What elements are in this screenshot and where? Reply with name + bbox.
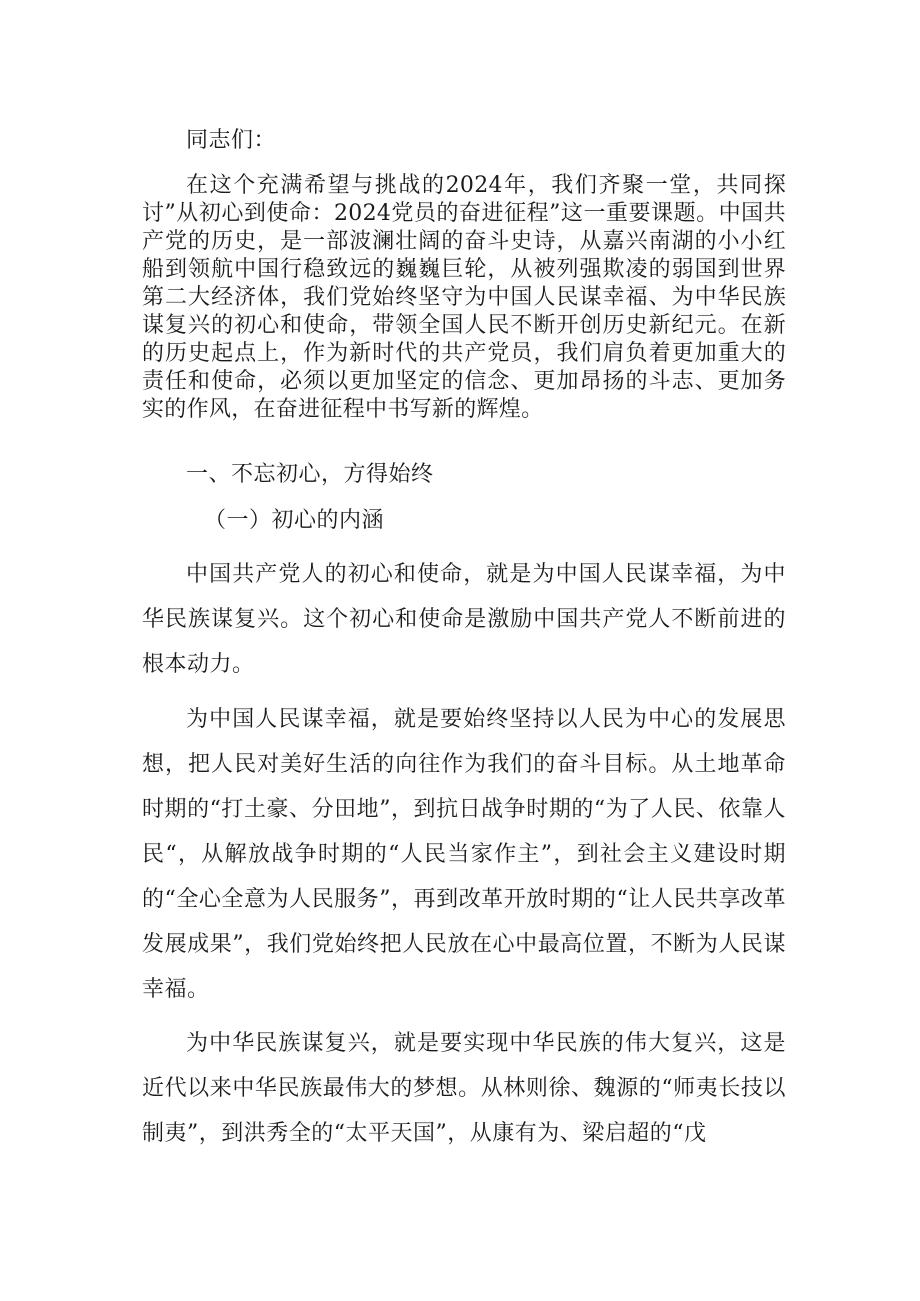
greeting: 同志们： xyxy=(186,128,277,153)
section-heading: 一、不忘初心，方得始终 xyxy=(186,462,434,487)
body-paragraph: 中国共产党人的初心和使命，就是为中国人民谋幸福，为中华民族谋复兴。这个初心和使命是激励中国共产党人不断前进的根本动力。 xyxy=(142,562,786,677)
body-paragraph: 为中国人民谋幸福，就是要始终坚持以人民为中心的发展思想，把人民对美好生活的向往作为我们的奋斗目标。从土地革命时期的“打土豪、分田地”，到抗日战争时期的“为了人民、依靠人民“，从解放战争时期的“人民当家作主”，到社会主义建设时期的“全心全意为人民服务”，再到改革开放时期的“让人民共享改革发展成果”，我们党始终把人民放在心中最高位置，不断为人民谋幸福。 xyxy=(142,707,786,1002)
subsection-heading: （一）初心的内涵 xyxy=(204,508,385,533)
body-paragraph: 为中华民族谋复兴，就是要实现中华民族的伟大复兴，这是近代以来中华民族最伟大的梦想。从林则徐、魏源的“师夷长技以制夷”，到洪秀全的“太平天国”，从康有为、梁启超的“戊 xyxy=(142,1031,786,1146)
intro-paragraph: 在这个充满希望与挑战的2024年，我们齐聚一堂，共同探讨”从初心到使命：2024党员的奋进征程”这一重要课题。中国共产党的历史，是一部波澜壮阔的奋斗史诗，从嘉兴南湖的小小红船到领航中国行稳致远的巍巍巨轮，从被列强欺凌的弱国到世界第二大经济体，我们党始终坚守为中国人民谋幸福、为中华民族谋复兴的初心和使命，带领全国人民不断开创历史新纪元。在新的历史起点上，作为新时代的共产党员，我们肩负着更加重大的责任和使命，必须以更加坚定的信念、更加昂扬的斗志、更加务实的作风，在奋进征程中书写新的辉煌。 xyxy=(142,173,786,422)
